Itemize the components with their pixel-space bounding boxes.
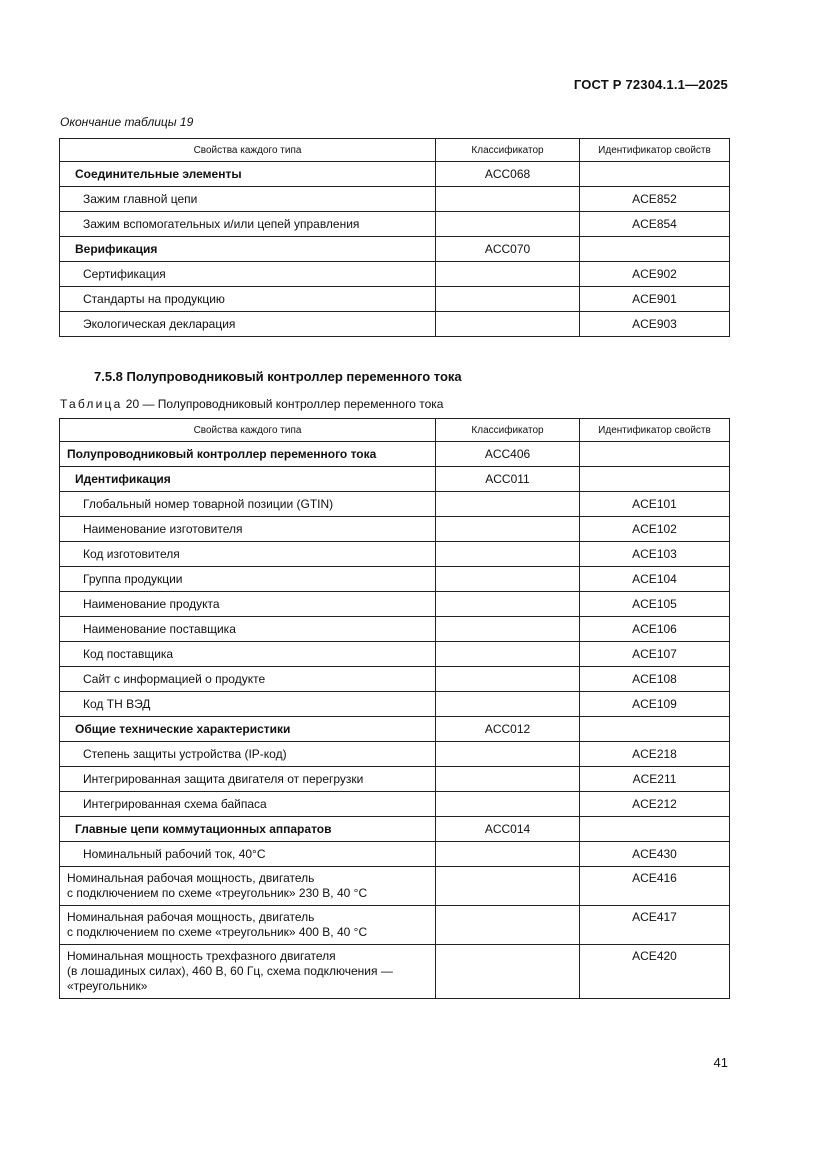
row-classifier: ACC014 xyxy=(436,817,580,842)
column-header-properties: Свойства каждого типа xyxy=(60,139,436,162)
row-classifier xyxy=(436,517,580,542)
table-row xyxy=(60,237,730,262)
row-name: Код ТН ВЭД xyxy=(60,692,436,717)
table-row xyxy=(60,792,730,817)
row-classifier xyxy=(436,212,580,237)
table-row xyxy=(60,945,730,999)
row-name: Главные цепи коммутационных аппаратов xyxy=(60,817,436,842)
table-row xyxy=(60,742,730,767)
table-row xyxy=(60,642,730,667)
table-row xyxy=(60,262,730,287)
row-classifier: ACC070 xyxy=(436,237,580,262)
table-row xyxy=(60,717,730,742)
row-classifier xyxy=(436,642,580,667)
column-header-property-id: Идентификатор свойств xyxy=(580,419,730,442)
row-name: Идентификация xyxy=(60,467,436,492)
row-name: Верификация xyxy=(60,237,436,262)
row-property-id: ACE430 xyxy=(580,842,730,867)
row-classifier xyxy=(436,945,580,999)
table-row xyxy=(60,867,730,906)
table-row xyxy=(60,542,730,567)
row-name: Зажим вспомогательных и/или цепей управления xyxy=(60,212,436,237)
row-name: Зажим главной цепи xyxy=(60,187,436,212)
row-property-id: ACE101 xyxy=(580,492,730,517)
row-classifier xyxy=(436,792,580,817)
row-classifier xyxy=(436,867,580,906)
column-header-classifier: Классификатор xyxy=(436,419,580,442)
table-caption-text: 20 — Полупроводниковый контроллер переменного тока xyxy=(122,397,444,411)
row-name: Код поставщика xyxy=(60,642,436,667)
row-property-id: ACE106 xyxy=(580,617,730,642)
row-classifier xyxy=(436,617,580,642)
row-property-id: ACE108 xyxy=(580,667,730,692)
table-row xyxy=(60,517,730,542)
table-row xyxy=(60,162,730,187)
table-20-caption xyxy=(60,397,443,411)
table-row xyxy=(60,906,730,945)
row-classifier xyxy=(436,842,580,867)
table-row xyxy=(60,817,730,842)
row-classifier: ACC406 xyxy=(436,442,580,467)
row-property-id: ACE102 xyxy=(580,517,730,542)
page-number: 41 xyxy=(713,1055,728,1070)
table-row xyxy=(60,187,730,212)
row-classifier xyxy=(436,492,580,517)
table-row xyxy=(60,467,730,492)
row-property-id: ACE852 xyxy=(580,187,730,212)
row-property-id xyxy=(580,237,730,262)
table-row xyxy=(60,592,730,617)
column-header-properties: Свойства каждого типа xyxy=(60,419,436,442)
column-header-property-id: Идентификатор свойств xyxy=(580,139,730,162)
table-caption-prefix: Таблица xyxy=(60,397,123,411)
row-property-id: ACE105 xyxy=(580,592,730,617)
section-heading: 7.5.8 Полупроводниковый контроллер переменного тока xyxy=(94,369,462,384)
table-row xyxy=(60,567,730,592)
row-name: Общие технические характеристики xyxy=(60,717,436,742)
row-name: Интегрированная защита двигателя от перегрузки xyxy=(60,767,436,792)
row-name: Сертификация xyxy=(60,262,436,287)
table-row xyxy=(60,692,730,717)
row-property-id: ACE109 xyxy=(580,692,730,717)
row-classifier: ACC068 xyxy=(436,162,580,187)
row-name: Наименование изготовителя xyxy=(60,517,436,542)
table-row xyxy=(60,212,730,237)
row-name: Наименование продукта xyxy=(60,592,436,617)
table-row xyxy=(60,667,730,692)
row-classifier xyxy=(436,767,580,792)
row-name: Сайт с информацией о продукте xyxy=(60,667,436,692)
table-row xyxy=(60,287,730,312)
table-header-row xyxy=(60,419,730,442)
row-name: Группа продукции xyxy=(60,567,436,592)
table-19-caption: Окончание таблицы 19 xyxy=(60,115,194,129)
row-classifier xyxy=(436,312,580,337)
row-property-id xyxy=(580,162,730,187)
row-classifier xyxy=(436,542,580,567)
table-20 xyxy=(59,418,730,999)
row-classifier xyxy=(436,906,580,945)
row-classifier xyxy=(436,692,580,717)
row-property-id: ACE107 xyxy=(580,642,730,667)
row-name: Код изготовителя xyxy=(60,542,436,567)
row-classifier xyxy=(436,567,580,592)
row-classifier xyxy=(436,592,580,617)
row-property-id xyxy=(580,442,730,467)
row-name: Степень защиты устройства (IP-код) xyxy=(60,742,436,767)
row-property-id: ACE218 xyxy=(580,742,730,767)
row-classifier xyxy=(436,262,580,287)
row-property-id: ACE103 xyxy=(580,542,730,567)
row-name: Номинальная мощность трехфазного двигателя (в лошадиных силах), 460 В, 60 Гц, схема подключения — «треугольник» xyxy=(60,945,436,999)
table-row xyxy=(60,492,730,517)
row-name: Номинальный рабочий ток, 40°C xyxy=(60,842,436,867)
table-row xyxy=(60,767,730,792)
row-classifier xyxy=(436,667,580,692)
row-property-id xyxy=(580,467,730,492)
row-property-id: ACE903 xyxy=(580,312,730,337)
row-name: Интегрированная схема байпаса xyxy=(60,792,436,817)
row-name: Полупроводниковый контроллер переменного тока xyxy=(60,442,436,467)
table-19 xyxy=(59,138,730,337)
row-classifier xyxy=(436,187,580,212)
column-header-classifier: Классификатор xyxy=(436,139,580,162)
row-classifier: ACC011 xyxy=(436,467,580,492)
row-name: Номинальная рабочая мощность, двигатель с подключением по схеме «треугольник» 400 В, 40 °C xyxy=(60,906,436,945)
row-classifier xyxy=(436,742,580,767)
row-property-id: ACE211 xyxy=(580,767,730,792)
row-property-id: ACE420 xyxy=(580,945,730,999)
document-code: ГОСТ Р 72304.1.1—2025 xyxy=(573,77,728,92)
row-name: Глобальный номер товарной позиции (GTIN) xyxy=(60,492,436,517)
table-row xyxy=(60,312,730,337)
row-name: Соединительные элементы xyxy=(60,162,436,187)
row-name: Номинальная рабочая мощность, двигатель с подключением по схеме «треугольник» 230 В, 40 °C xyxy=(60,867,436,906)
row-property-id: ACE902 xyxy=(580,262,730,287)
row-name: Стандарты на продукцию xyxy=(60,287,436,312)
row-property-id: ACE901 xyxy=(580,287,730,312)
row-classifier xyxy=(436,287,580,312)
row-property-id xyxy=(580,817,730,842)
table-header-row xyxy=(60,139,730,162)
table-row xyxy=(60,617,730,642)
row-property-id: ACE417 xyxy=(580,906,730,945)
row-name: Наименование поставщика xyxy=(60,617,436,642)
row-property-id: ACE416 xyxy=(580,867,730,906)
row-classifier: ACC012 xyxy=(436,717,580,742)
table-row xyxy=(60,442,730,467)
row-property-id xyxy=(580,717,730,742)
row-property-id: ACE854 xyxy=(580,212,730,237)
table-row xyxy=(60,842,730,867)
row-property-id: ACE212 xyxy=(580,792,730,817)
row-property-id: ACE104 xyxy=(580,567,730,592)
row-name: Экологическая декларация xyxy=(60,312,436,337)
